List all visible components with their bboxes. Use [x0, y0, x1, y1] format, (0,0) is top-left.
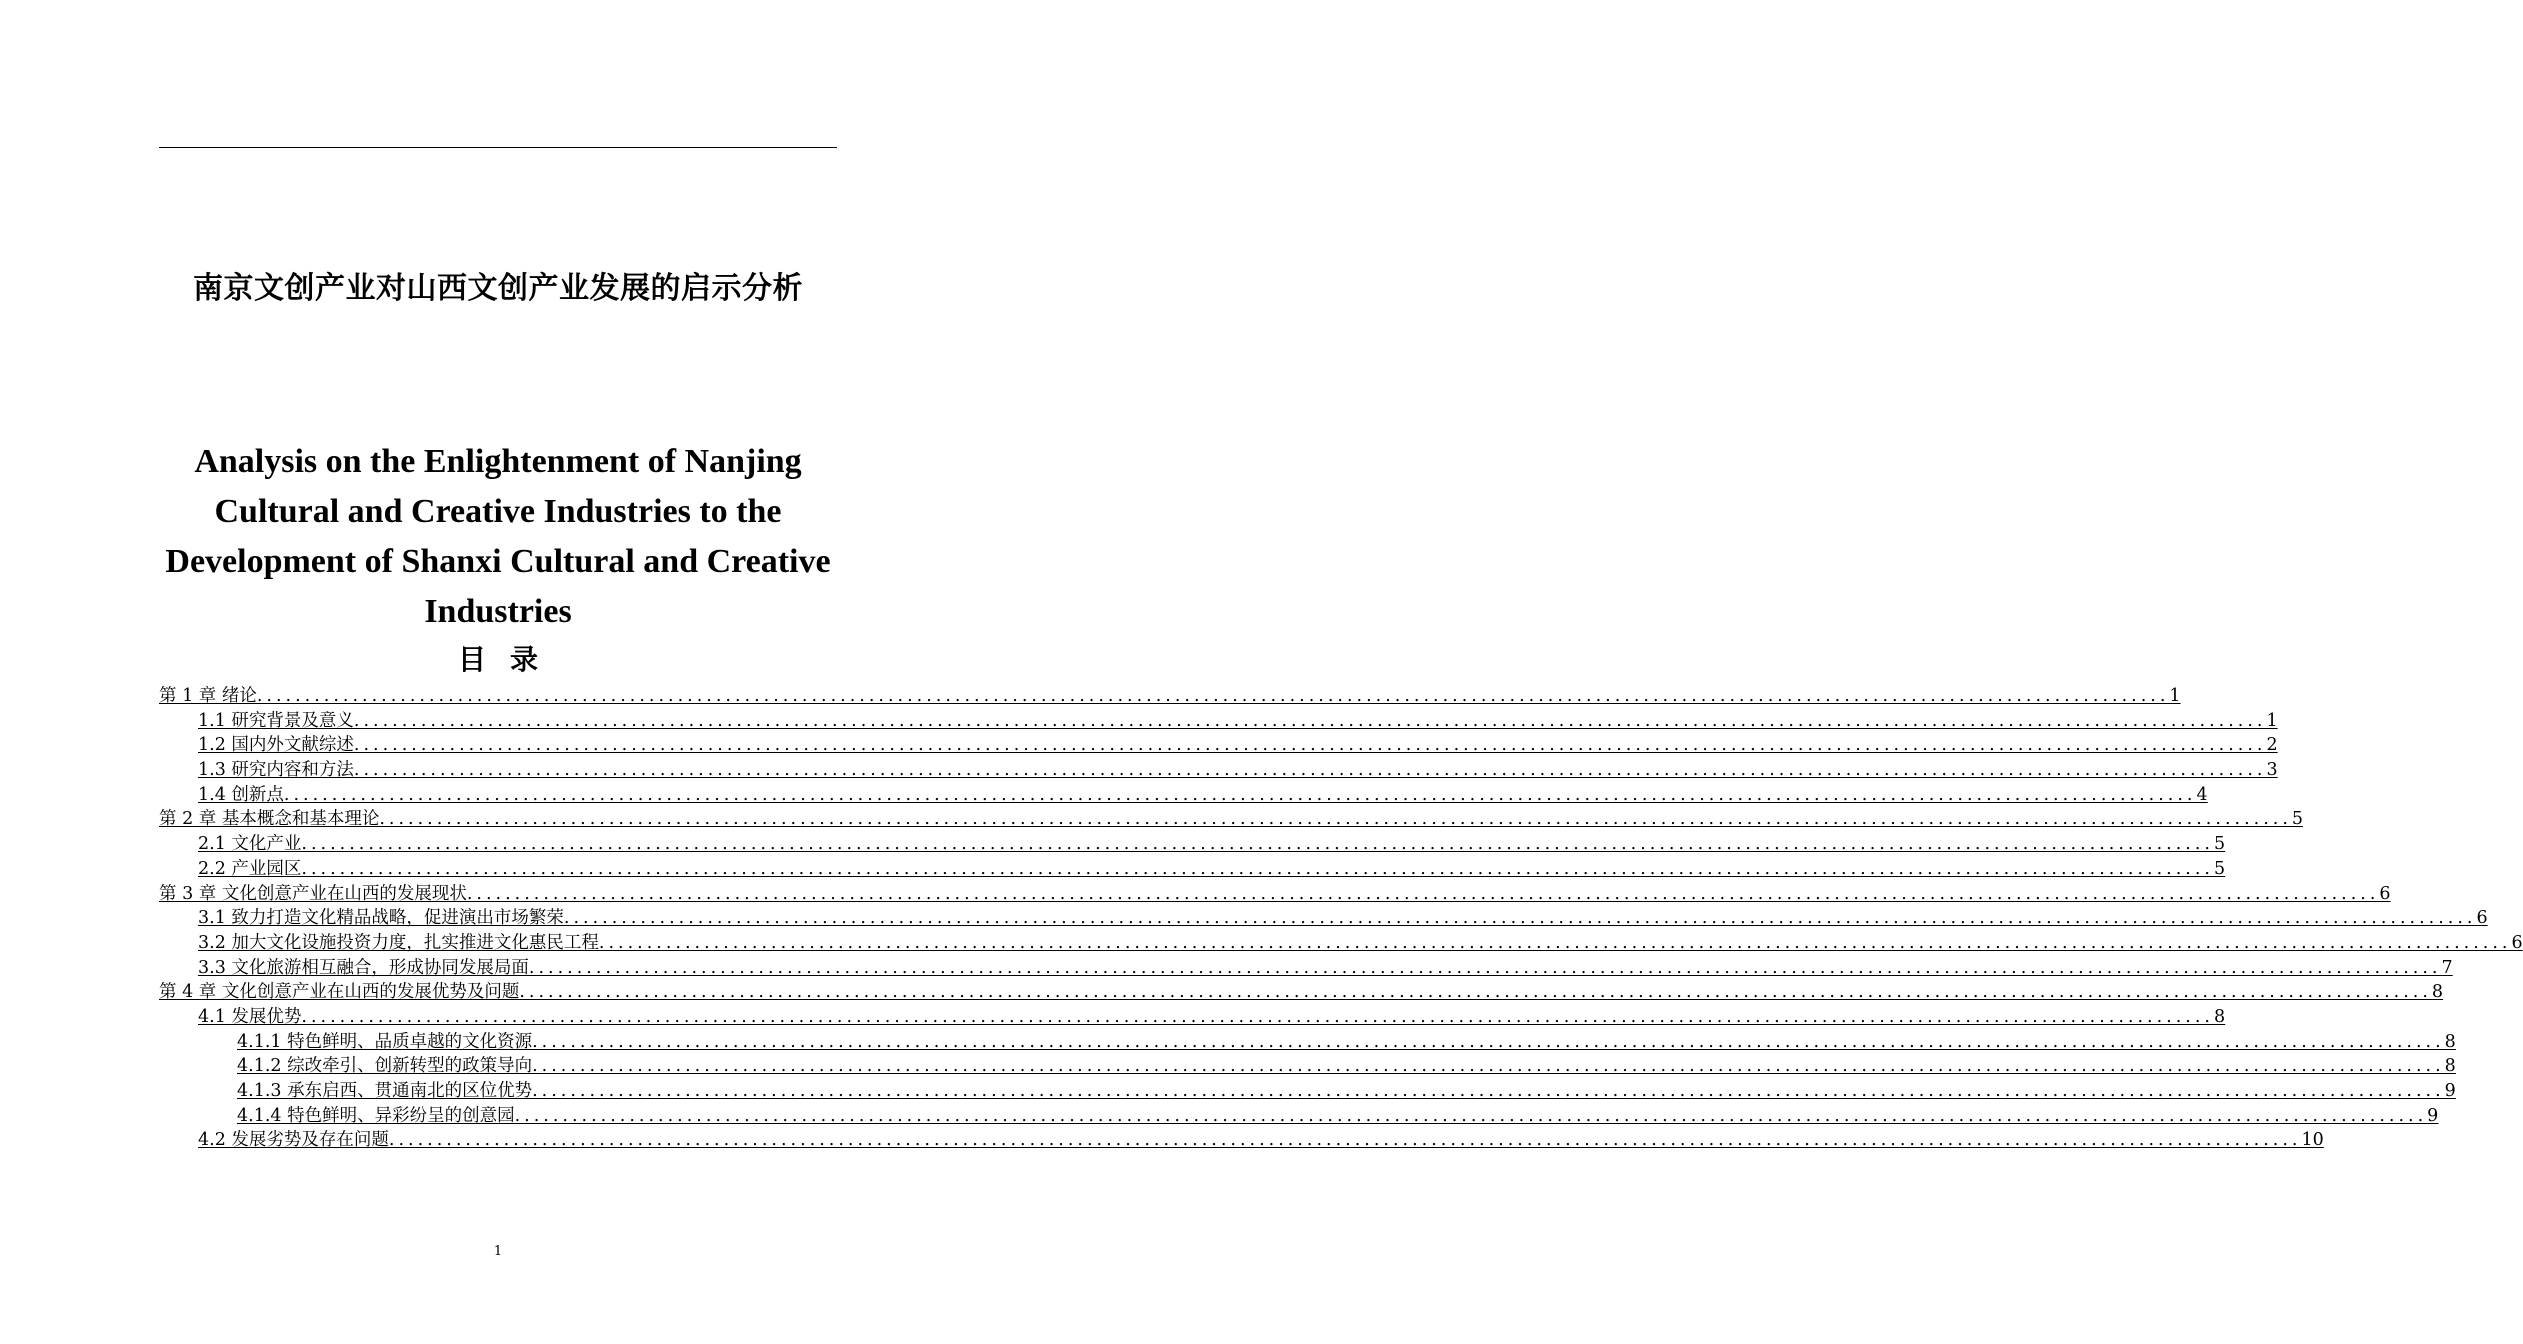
toc-entry[interactable]	[159, 1030, 2456, 1055]
toc-entry-page: 6	[2511, 932, 2523, 953]
toc-entry-page: 8	[2444, 1056, 2456, 1077]
toc-leader-dots: ........................................................................................................................................................................................................	[598, 932, 2512, 953]
toc-entry-title: 4.1.3 承东启西、贯通南北的区位优势	[237, 1081, 533, 1101]
toc-leader-dots: ........................................................................................................................................................................................................	[388, 1130, 2302, 1151]
toc-entry-page: 8	[2444, 1031, 2456, 1052]
toc-entry[interactable]	[159, 807, 2304, 832]
toc-entry-title: 1.1 研究背景及意义	[198, 710, 354, 731]
toc-entry[interactable]	[159, 783, 2208, 808]
toc-entry[interactable]	[159, 931, 2523, 956]
toc-entry-title: 4.1.2 综改牵引、创新转型的政策导向	[237, 1056, 533, 1077]
toc-leader-dots: ........................................................................................................................................................................................................	[514, 1105, 2428, 1126]
toc-leader-dots: ........................................................................................................................................................................................................	[353, 710, 2267, 731]
toc-entry[interactable]	[159, 684, 2181, 709]
toc-leader-dots: ........................................................................................................................................................................................................	[353, 760, 2267, 781]
toc-leader-dots: ........................................................................................................................................................................................................	[532, 1031, 2445, 1052]
toc-entry[interactable]	[159, 882, 2391, 907]
toc-entry-page: 8	[2431, 982, 2444, 1003]
toc-entry-title: 第 4 章 文化创意产业在山西的发展优势及问题	[159, 982, 520, 1003]
toc-leader-dots: ........................................................................................................................................................................................................	[301, 1006, 2214, 1027]
toc-entry-page: 1	[2266, 710, 2278, 731]
toc-entry-title: 4.1.4 特色鲜明、异彩纷呈的创意园	[237, 1105, 515, 1126]
toc-entry-page: 9	[2427, 1105, 2439, 1126]
toc-leader-dots: ........................................................................................................................................................................................................	[379, 809, 2292, 830]
toc-entry-title: 4.1.1 特色鲜明、品质卓越的文化资源	[237, 1031, 533, 1052]
toc-entry-page: 2	[2266, 735, 2278, 756]
table-of-contents	[159, 684, 2523, 1153]
toc-leader-dots: ........................................................................................................................................................................................................	[528, 957, 2442, 978]
toc-entry-title: 第 3 章 文化创意产业在山西的发展现状	[159, 883, 467, 904]
toc-entry[interactable]	[159, 857, 2226, 882]
toc-entry[interactable]	[159, 956, 2453, 981]
toc-leader-dots: ........................................................................................................................................................................................................	[519, 982, 2432, 1003]
toc-entry-title: 3.1 致力打造文化精品战略，促进演出市场繁荣	[198, 908, 564, 929]
toc-entry-title: 第 2 章 基本概念和基本理论	[159, 809, 380, 830]
toc-entry-title: 4.1 发展优势	[198, 1006, 302, 1027]
toc-entry-title: 4.2 发展劣势及存在问题	[198, 1130, 389, 1151]
toc-entry[interactable]	[159, 1104, 2439, 1129]
toc-leader-dots: ........................................................................................................................................................................................................	[532, 1056, 2445, 1077]
toc-leader-dots: ........................................................................................................................................................................................................	[256, 686, 2170, 706]
toc-leader-dots: ........................................................................................................................................................................................................	[353, 735, 2267, 756]
toc-entry-page: 6	[2379, 883, 2391, 904]
toc-entry-page: 1	[2169, 686, 2181, 706]
toc-entry-title: 1.3 研究内容和方法	[198, 760, 354, 781]
title-chinese: 南京文创产业对山西文创产业发展的启示分析	[193, 271, 803, 306]
toc-entry-title: 3.3 文化旅游相互融合，形成协同发展局面	[198, 957, 529, 978]
toc-entry-title: 2.1 文化产业	[198, 834, 302, 855]
toc-entry-page: 5	[2213, 858, 2226, 879]
toc-leader-dots: ........................................................................................................................................................................................................	[301, 834, 2214, 855]
toc-leader-dots: ........................................................................................................................................................................................................	[283, 784, 2197, 805]
toc-entry-title: 2.2 产业园区	[198, 858, 302, 879]
toc-entry-title: 1.4 创新点	[198, 784, 284, 805]
toc-entry-title: 1.2 国内外文献综述	[198, 735, 354, 756]
toc-entry-page: 4	[2196, 784, 2208, 805]
toc-leader-dots: ........................................................................................................................................................................................................	[563, 908, 2477, 929]
toc-entry-page: 6	[2476, 908, 2488, 929]
toc-entry-page: 3	[2266, 760, 2278, 781]
toc-entry[interactable]	[159, 1054, 2456, 1079]
toc-entry[interactable]	[159, 709, 2278, 734]
page-number: 1	[493, 1244, 503, 1259]
toc-leader-dots: ........................................................................................................................................................................................................	[466, 883, 2380, 904]
toc-entry[interactable]	[159, 1128, 2324, 1153]
toc-entry-page: 7	[2441, 957, 2453, 978]
toc-entry-page: 5	[2291, 809, 2304, 830]
toc-entry[interactable]	[159, 980, 2444, 1005]
toc-entry-page: 5	[2213, 834, 2226, 855]
title-english: Analysis on the Enlightenment of Nanjing Cultural and Creative Industries to the Development of Shanxi Cultural and Creative Industries	[165, 443, 831, 630]
toc-entry-page: 9	[2444, 1081, 2456, 1101]
header-rule	[159, 147, 837, 148]
toc-entry-title: 3.2 加大文化设施投资力度，扎实推进文化惠民工程	[198, 932, 599, 953]
toc-entry[interactable]	[159, 1079, 2456, 1104]
toc-entry-page: 10	[2301, 1130, 2324, 1151]
toc-entry[interactable]	[159, 1005, 2226, 1030]
toc-entry[interactable]	[159, 733, 2278, 758]
toc-entry-page: 8	[2213, 1006, 2226, 1027]
toc-heading: 目录	[457, 643, 562, 676]
toc-entry[interactable]	[159, 832, 2226, 857]
toc-leader-dots: ........................................................................................................................................................................................................	[532, 1081, 2445, 1101]
toc-entry[interactable]	[159, 758, 2278, 783]
toc-entry[interactable]	[159, 906, 2488, 931]
toc-entry-title: 第 1 章 绪论	[159, 686, 257, 706]
toc-leader-dots: ........................................................................................................................................................................................................	[301, 858, 2214, 879]
